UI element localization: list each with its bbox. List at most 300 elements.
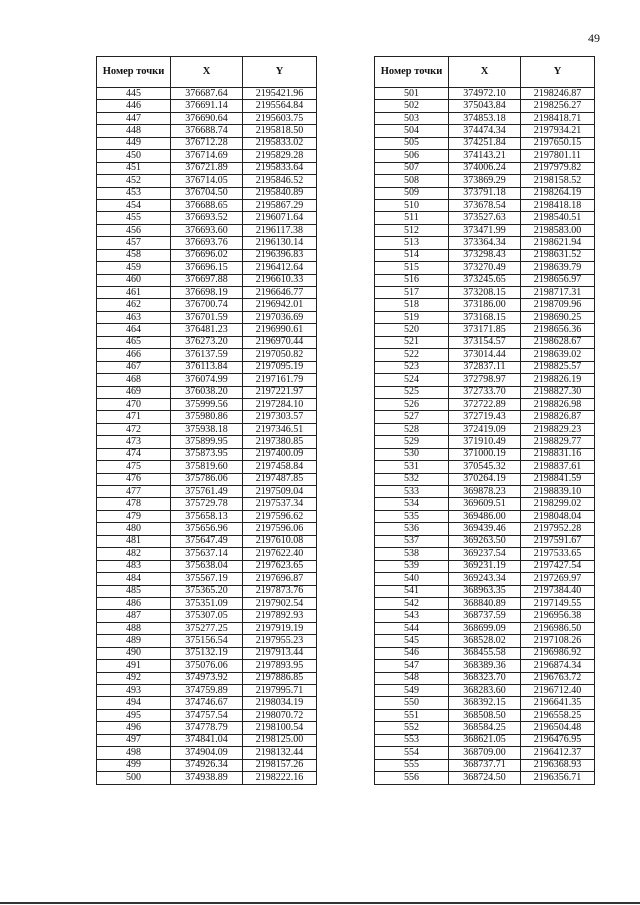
table-row	[97, 299, 317, 311]
cell-x: 368737.59	[449, 610, 521, 622]
cell-point-number: 453	[97, 187, 171, 199]
cell-x: 369609.51	[449, 498, 521, 510]
cell-point-number: 553	[375, 734, 449, 746]
cell-point-number: 533	[375, 486, 449, 498]
cell-x: 375277.25	[171, 622, 243, 634]
cell-y: 2196956.38	[521, 610, 595, 622]
cell-point-number: 496	[97, 722, 171, 734]
cell-x: 373527.63	[449, 212, 521, 224]
table-row	[97, 597, 317, 609]
cell-y: 2197622.40	[243, 548, 317, 560]
cell-point-number: 546	[375, 647, 449, 659]
cell-y: 2197610.08	[243, 535, 317, 547]
cell-y: 2197934.21	[521, 125, 595, 137]
cell-y: 2197533.65	[521, 548, 595, 560]
table-row	[375, 150, 595, 162]
table-row	[97, 100, 317, 112]
cell-x: 376273.20	[171, 336, 243, 348]
cell-point-number: 520	[375, 324, 449, 336]
table-row	[375, 461, 595, 473]
cell-point-number: 530	[375, 448, 449, 460]
cell-point-number: 466	[97, 349, 171, 361]
table-row	[97, 398, 317, 410]
table-body-right	[375, 88, 595, 785]
cell-x: 376712.28	[171, 137, 243, 149]
table-row	[97, 548, 317, 560]
cell-point-number: 463	[97, 311, 171, 323]
cell-point-number: 489	[97, 635, 171, 647]
cell-point-number: 529	[375, 436, 449, 448]
cell-x: 368455.58	[449, 647, 521, 659]
cell-point-number: 527	[375, 411, 449, 423]
cell-x: 376693.60	[171, 224, 243, 236]
table-row	[97, 137, 317, 149]
cell-point-number: 500	[97, 772, 171, 784]
table-row	[97, 759, 317, 771]
cell-y: 2198826.87	[521, 411, 595, 423]
cell-y: 2198583.00	[521, 224, 595, 236]
cell-x: 374778.79	[171, 722, 243, 734]
table-row	[97, 237, 317, 249]
cell-x: 375656.96	[171, 523, 243, 535]
cell-x: 376704.50	[171, 187, 243, 199]
cell-x: 373186.00	[449, 299, 521, 311]
table-row	[97, 461, 317, 473]
cell-point-number: 493	[97, 685, 171, 697]
cell-point-number: 519	[375, 311, 449, 323]
cell-y: 2198621.94	[521, 237, 595, 249]
table-row	[375, 772, 595, 784]
cell-y: 2197892.93	[243, 610, 317, 622]
cell-point-number: 470	[97, 398, 171, 410]
table-row	[97, 150, 317, 162]
cell-point-number: 501	[375, 88, 449, 100]
cell-point-number: 504	[375, 125, 449, 137]
table-row	[97, 772, 317, 784]
cell-y: 2196558.25	[521, 709, 595, 721]
table-row	[97, 274, 317, 286]
cell-x: 375637.14	[171, 548, 243, 560]
cell-point-number: 503	[375, 112, 449, 124]
cell-point-number: 457	[97, 237, 171, 249]
cell-y: 2197380.85	[243, 436, 317, 448]
cell-point-number: 545	[375, 635, 449, 647]
table-row	[375, 411, 595, 423]
table-row	[97, 672, 317, 684]
cell-x: 375638.04	[171, 560, 243, 572]
cell-x: 374759.89	[171, 685, 243, 697]
cell-x: 376688.65	[171, 199, 243, 211]
cell-point-number: 498	[97, 747, 171, 759]
cell-x: 375076.06	[171, 660, 243, 672]
table-row	[97, 88, 317, 100]
cell-y: 2198246.87	[521, 88, 595, 100]
table-row	[97, 535, 317, 547]
cell-x: 373154.57	[449, 336, 521, 348]
table-row	[97, 249, 317, 261]
cell-x: 368724.50	[449, 772, 521, 784]
cell-y: 2198418.18	[521, 199, 595, 211]
cell-point-number: 468	[97, 374, 171, 386]
cell-point-number: 544	[375, 622, 449, 634]
cell-x: 374251.84	[449, 137, 521, 149]
cell-point-number: 472	[97, 423, 171, 435]
cell-point-number: 499	[97, 759, 171, 771]
cell-point-number: 512	[375, 224, 449, 236]
table-row	[97, 262, 317, 274]
cell-y: 2197596.62	[243, 510, 317, 522]
cell-x: 375899.95	[171, 436, 243, 448]
cell-x: 368392.15	[449, 697, 521, 709]
cell-x: 376697.88	[171, 274, 243, 286]
cell-point-number: 488	[97, 622, 171, 634]
cell-x: 376481.23	[171, 324, 243, 336]
cell-point-number: 552	[375, 722, 449, 734]
cell-point-number: 469	[97, 386, 171, 398]
cell-point-number: 517	[375, 287, 449, 299]
cell-point-number: 549	[375, 685, 449, 697]
table-row	[375, 187, 595, 199]
table-row	[97, 224, 317, 236]
cell-point-number: 556	[375, 772, 449, 784]
table-row	[375, 573, 595, 585]
table-row	[375, 448, 595, 460]
table-row	[375, 398, 595, 410]
cell-point-number: 507	[375, 162, 449, 174]
cell-y: 2195818.50	[243, 125, 317, 137]
table-row	[97, 386, 317, 398]
table-row	[97, 187, 317, 199]
cell-x: 375307.05	[171, 610, 243, 622]
cell-y: 2197221.97	[243, 386, 317, 398]
cell-x: 368584.25	[449, 722, 521, 734]
cell-point-number: 491	[97, 660, 171, 672]
table-row	[97, 709, 317, 721]
cell-point-number: 447	[97, 112, 171, 124]
cell-y: 2196986.92	[521, 647, 595, 659]
cell-y: 2198829.23	[521, 423, 595, 435]
table-row	[375, 660, 595, 672]
table-row	[375, 237, 595, 249]
cell-y: 2196874.34	[521, 660, 595, 672]
table-row	[97, 722, 317, 734]
cell-x: 368508.50	[449, 709, 521, 721]
cell-point-number: 464	[97, 324, 171, 336]
cell-point-number: 516	[375, 274, 449, 286]
cell-point-number: 477	[97, 486, 171, 498]
cell-x: 375980.86	[171, 411, 243, 423]
table-row	[375, 423, 595, 435]
cell-y: 2196610.33	[243, 274, 317, 286]
cell-point-number: 465	[97, 336, 171, 348]
cell-x: 376696.15	[171, 262, 243, 274]
table-row	[375, 125, 595, 137]
cell-x: 368528.02	[449, 635, 521, 647]
cell-point-number: 509	[375, 187, 449, 199]
page-number: 49	[588, 31, 600, 45]
cell-x: 370545.32	[449, 461, 521, 473]
cell-point-number: 487	[97, 610, 171, 622]
cell-y: 2198222.16	[243, 772, 317, 784]
cell-x: 369263.50	[449, 535, 521, 547]
cell-x: 373168.15	[449, 311, 521, 323]
cell-y: 2198418.71	[521, 112, 595, 124]
cell-point-number: 541	[375, 585, 449, 597]
cell-x: 373245.65	[449, 274, 521, 286]
cell-point-number: 547	[375, 660, 449, 672]
table-row	[97, 287, 317, 299]
table-header-row	[375, 57, 595, 88]
cell-point-number: 523	[375, 361, 449, 373]
cell-y: 2197979.82	[521, 162, 595, 174]
cell-x: 370264.19	[449, 473, 521, 485]
cell-point-number: 492	[97, 672, 171, 684]
header-x: X	[449, 57, 521, 88]
table-row	[375, 336, 595, 348]
cell-y: 2196117.38	[243, 224, 317, 236]
cell-x: 373298.43	[449, 249, 521, 261]
table-row	[97, 448, 317, 460]
cell-x: 375786.06	[171, 473, 243, 485]
cell-y: 2198841.59	[521, 473, 595, 485]
cell-point-number: 551	[375, 709, 449, 721]
table-row	[97, 199, 317, 211]
cell-x: 376693.52	[171, 212, 243, 224]
table-row	[97, 523, 317, 535]
cell-point-number: 508	[375, 175, 449, 187]
cell-y: 2198837.61	[521, 461, 595, 473]
cell-y: 2197050.82	[243, 349, 317, 361]
cell-x: 373270.49	[449, 262, 521, 274]
header-point-number: Номер точки	[97, 57, 171, 88]
cell-y: 2197400.09	[243, 448, 317, 460]
cell-y: 2195846.52	[243, 175, 317, 187]
cell-y: 2197149.55	[521, 597, 595, 609]
cell-x: 372837.11	[449, 361, 521, 373]
cell-x: 374841.04	[171, 734, 243, 746]
cell-point-number: 537	[375, 535, 449, 547]
table-row	[375, 88, 595, 100]
cell-y: 2195564.84	[243, 100, 317, 112]
cell-point-number: 471	[97, 411, 171, 423]
cell-y: 2197346.51	[243, 423, 317, 435]
table-row	[375, 299, 595, 311]
cell-point-number: 451	[97, 162, 171, 174]
cell-y: 2198639.02	[521, 349, 595, 361]
cell-x: 368963.35	[449, 585, 521, 597]
cell-point-number: 550	[375, 697, 449, 709]
cell-point-number: 522	[375, 349, 449, 361]
cell-point-number: 495	[97, 709, 171, 721]
cell-point-number: 483	[97, 560, 171, 572]
cell-y: 2198631.52	[521, 249, 595, 261]
cell-x: 375156.54	[171, 635, 243, 647]
cell-x: 373014.44	[449, 349, 521, 361]
cell-y: 2197537.34	[243, 498, 317, 510]
cell-x: 368840.89	[449, 597, 521, 609]
table-row	[375, 647, 595, 659]
cell-x: 376688.74	[171, 125, 243, 137]
cell-y: 2198639.79	[521, 262, 595, 274]
cell-y: 2196356.71	[521, 772, 595, 784]
cell-x: 376113.84	[171, 361, 243, 373]
header-x: X	[171, 57, 243, 88]
cell-y: 2198299.02	[521, 498, 595, 510]
table-row	[97, 311, 317, 323]
cell-x: 373471.99	[449, 224, 521, 236]
cell-point-number: 450	[97, 150, 171, 162]
cell-y: 2198656.36	[521, 324, 595, 336]
cell-point-number: 456	[97, 224, 171, 236]
table-row	[375, 709, 595, 721]
cell-x: 374853.18	[449, 112, 521, 124]
cell-x: 376714.69	[171, 150, 243, 162]
cell-x: 374926.34	[171, 759, 243, 771]
cell-x: 374006.24	[449, 162, 521, 174]
cell-x: 375819.60	[171, 461, 243, 473]
cell-y: 2198628.67	[521, 336, 595, 348]
cell-x: 375658.13	[171, 510, 243, 522]
table-row	[375, 199, 595, 211]
table-row	[375, 212, 595, 224]
table-row	[375, 722, 595, 734]
table-body-left	[97, 88, 317, 785]
cell-x: 373678.54	[449, 199, 521, 211]
cell-y: 2195421.96	[243, 88, 317, 100]
table-row	[97, 411, 317, 423]
table-row	[97, 162, 317, 174]
cell-x: 374973.92	[171, 672, 243, 684]
cell-point-number: 528	[375, 423, 449, 435]
cell-point-number: 531	[375, 461, 449, 473]
table-row	[97, 573, 317, 585]
cell-y: 2197893.95	[243, 660, 317, 672]
cell-point-number: 476	[97, 473, 171, 485]
table-row	[97, 112, 317, 124]
cell-x: 372798.97	[449, 374, 521, 386]
cell-point-number: 452	[97, 175, 171, 187]
table-header-row	[97, 57, 317, 88]
cell-x: 369486.00	[449, 510, 521, 522]
cell-y: 2197095.19	[243, 361, 317, 373]
cell-x: 369243.34	[449, 573, 521, 585]
cell-x: 371000.19	[449, 448, 521, 460]
cell-y: 2196712.40	[521, 685, 595, 697]
cell-y: 2197596.06	[243, 523, 317, 535]
cell-y: 2195833.02	[243, 137, 317, 149]
cell-point-number: 542	[375, 597, 449, 609]
cell-y: 2198034.19	[243, 697, 317, 709]
cell-x: 375647.49	[171, 535, 243, 547]
cell-point-number: 479	[97, 510, 171, 522]
table-row	[97, 585, 317, 597]
cell-x: 368389.36	[449, 660, 521, 672]
header-point-number: Номер точки	[375, 57, 449, 88]
cell-point-number: 535	[375, 510, 449, 522]
table-row	[375, 249, 595, 261]
cell-x: 375365.20	[171, 585, 243, 597]
cell-point-number: 458	[97, 249, 171, 261]
table-row	[375, 324, 595, 336]
cell-y: 2198100.54	[243, 722, 317, 734]
cell-point-number: 455	[97, 212, 171, 224]
cell-point-number: 461	[97, 287, 171, 299]
cell-y: 2196412.64	[243, 262, 317, 274]
cell-y: 2196476.95	[521, 734, 595, 746]
table-row	[97, 473, 317, 485]
cell-x: 373208.15	[449, 287, 521, 299]
cell-x: 368699.09	[449, 622, 521, 634]
cell-y: 2197509.04	[243, 486, 317, 498]
cell-point-number: 548	[375, 672, 449, 684]
cell-y: 2196071.64	[243, 212, 317, 224]
cell-x: 375873.95	[171, 448, 243, 460]
cell-point-number: 494	[97, 697, 171, 709]
cell-point-number: 506	[375, 150, 449, 162]
cell-x: 374143.21	[449, 150, 521, 162]
cell-x: 376690.64	[171, 112, 243, 124]
cell-point-number: 532	[375, 473, 449, 485]
cell-x: 374746.67	[171, 697, 243, 709]
cell-y: 2197591.67	[521, 535, 595, 547]
cell-point-number: 502	[375, 100, 449, 112]
cell-point-number: 459	[97, 262, 171, 274]
cell-y: 2197952.28	[521, 523, 595, 535]
coordinates-table-left	[96, 56, 317, 785]
cell-y: 2197801.11	[521, 150, 595, 162]
header-y: Y	[521, 57, 595, 88]
cell-y: 2197108.26	[521, 635, 595, 647]
cell-x: 376074.99	[171, 374, 243, 386]
cell-x: 375567.19	[171, 573, 243, 585]
cell-y: 2196368.93	[521, 759, 595, 771]
cell-point-number: 543	[375, 610, 449, 622]
table-row	[375, 100, 595, 112]
cell-y: 2198158.52	[521, 175, 595, 187]
table-row	[97, 510, 317, 522]
table-row	[375, 560, 595, 572]
table-row	[97, 560, 317, 572]
table-row	[97, 324, 317, 336]
table-row	[97, 212, 317, 224]
cell-y: 2196942.01	[243, 299, 317, 311]
cell-point-number: 497	[97, 734, 171, 746]
table-row	[375, 597, 595, 609]
cell-point-number: 486	[97, 597, 171, 609]
cell-y: 2196646.77	[243, 287, 317, 299]
table-row	[375, 747, 595, 759]
table-row	[375, 498, 595, 510]
cell-y: 2197269.97	[521, 573, 595, 585]
cell-x: 368709.00	[449, 747, 521, 759]
table-row	[375, 486, 595, 498]
cell-point-number: 485	[97, 585, 171, 597]
table-row	[97, 647, 317, 659]
cell-x: 376687.64	[171, 88, 243, 100]
table-row	[375, 311, 595, 323]
cell-y: 2197487.85	[243, 473, 317, 485]
table-row	[375, 697, 595, 709]
table-row	[97, 486, 317, 498]
cell-y: 2198826.98	[521, 398, 595, 410]
table-row	[375, 548, 595, 560]
cell-point-number: 539	[375, 560, 449, 572]
cell-point-number: 540	[375, 573, 449, 585]
cell-point-number: 510	[375, 199, 449, 211]
cell-x: 369439.46	[449, 523, 521, 535]
header-y: Y	[243, 57, 317, 88]
table-row	[97, 610, 317, 622]
